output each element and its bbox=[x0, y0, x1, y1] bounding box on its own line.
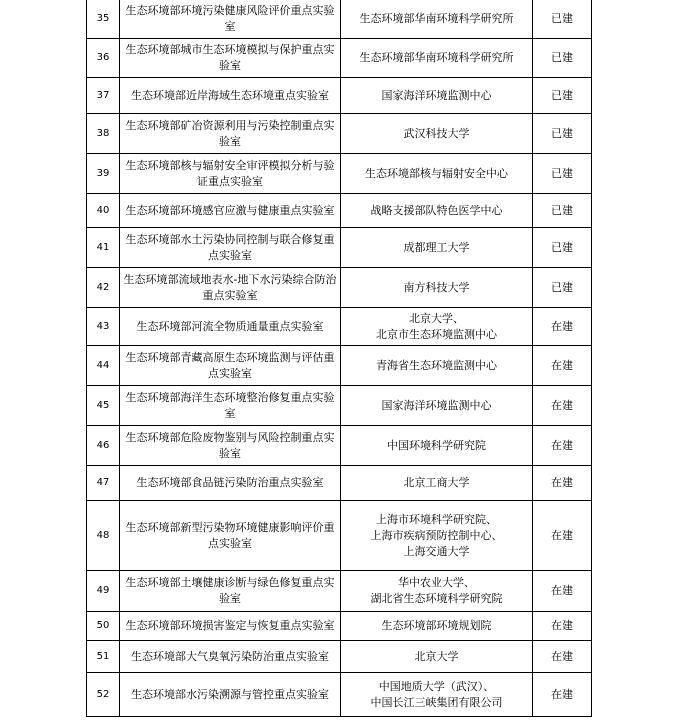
host-institution-cell: 青海省生态环境监测中心 bbox=[341, 346, 533, 386]
laboratory-name-cell: 生态环境部危险废物鉴别与风险控制重点实验室 bbox=[120, 426, 341, 466]
row-number-cell: 49 bbox=[87, 571, 120, 612]
host-institution-cell: 成都理工大学 bbox=[341, 228, 533, 268]
row-number-cell: 43 bbox=[87, 308, 120, 346]
row-number-cell: 48 bbox=[87, 501, 120, 571]
table-row bbox=[87, 346, 592, 386]
laboratory-name-cell: 生态环境部近岸海域生态环境重点实验室 bbox=[120, 78, 341, 114]
construction-status-cell: 已建 bbox=[533, 39, 592, 78]
construction-status-cell: 已建 bbox=[533, 268, 592, 308]
table-row bbox=[87, 466, 592, 501]
table-row bbox=[87, 268, 592, 308]
row-number-cell: 38 bbox=[87, 114, 120, 154]
host-institution-cell: 中国环境科学研究院 bbox=[341, 426, 533, 466]
construction-status-cell: 已建 bbox=[533, 228, 592, 268]
construction-status-cell: 在建 bbox=[533, 641, 592, 673]
host-institution-cell: 生态环境部核与辐射安全中心 bbox=[341, 154, 533, 194]
laboratory-name-cell: 生态环境部环境污染健康风险评价重点实验室 bbox=[120, 0, 341, 39]
row-number-cell: 50 bbox=[87, 612, 120, 641]
laboratory-name-cell: 生态环境部青藏高原生态环境监测与评估重点实验室 bbox=[120, 346, 341, 386]
row-number-cell: 45 bbox=[87, 386, 120, 426]
table-body bbox=[87, 0, 592, 717]
host-institution-cell: 北京大学、 北京市生态环境监测中心 bbox=[341, 308, 533, 346]
table-row bbox=[87, 194, 592, 228]
laboratory-name-cell: 生态环境部环境损害鉴定与恢复重点实验室 bbox=[120, 612, 341, 641]
construction-status-cell: 在建 bbox=[533, 346, 592, 386]
construction-status-cell: 在建 bbox=[533, 673, 592, 717]
host-institution-cell: 武汉科技大学 bbox=[341, 114, 533, 154]
construction-status-cell: 已建 bbox=[533, 194, 592, 228]
table-row bbox=[87, 78, 592, 114]
row-number-cell: 37 bbox=[87, 78, 120, 114]
row-number-cell: 35 bbox=[87, 0, 120, 39]
laboratory-name-cell: 生态环境部流域地表水-地下水污染综合防治重点实验室 bbox=[120, 268, 341, 308]
laboratory-name-cell: 生态环境部城市生态环境模拟与保护重点实验室 bbox=[120, 39, 341, 78]
laboratory-name-cell: 生态环境部土壤健康诊断与绿色修复重点实验室 bbox=[120, 571, 341, 612]
host-institution-cell: 中国地质大学（武汉）、 中国长江三峡集团有限公司 bbox=[341, 673, 533, 717]
construction-status-cell: 已建 bbox=[533, 78, 592, 114]
laboratory-name-cell: 生态环境部矿冶资源利用与污染控制重点实验室 bbox=[120, 114, 341, 154]
row-number-cell: 51 bbox=[87, 641, 120, 673]
laboratory-name-cell: 生态环境部核与辐射安全审评模拟分析与验证重点实验室 bbox=[120, 154, 341, 194]
construction-status-cell: 在建 bbox=[533, 426, 592, 466]
table-row bbox=[87, 114, 592, 154]
table-row bbox=[87, 308, 592, 346]
host-institution-cell: 生态环境部华南环境科学研究所 bbox=[341, 0, 533, 39]
row-number-cell: 40 bbox=[87, 194, 120, 228]
table-row bbox=[87, 39, 592, 78]
host-institution-cell: 生态环境部环境规划院 bbox=[341, 612, 533, 641]
row-number-cell: 46 bbox=[87, 426, 120, 466]
laboratory-name-cell: 生态环境部环境感官应激与健康重点实验室 bbox=[120, 194, 341, 228]
host-institution-cell: 南方科技大学 bbox=[341, 268, 533, 308]
laboratory-name-cell: 生态环境部河流全物质通量重点实验室 bbox=[120, 308, 341, 346]
laboratory-name-cell: 生态环境部食品链污染防治重点实验室 bbox=[120, 466, 341, 501]
table-row bbox=[87, 154, 592, 194]
row-number-cell: 39 bbox=[87, 154, 120, 194]
table-row bbox=[87, 228, 592, 268]
host-institution-cell: 生态环境部华南环境科学研究所 bbox=[341, 39, 533, 78]
host-institution-cell: 战略支援部队特色医学中心 bbox=[341, 194, 533, 228]
laboratory-name-cell: 生态环境部新型污染物环境健康影响评价重点实验室 bbox=[120, 501, 341, 571]
host-institution-cell: 华中农业大学、 湖北省生态环境科学研究院 bbox=[341, 571, 533, 612]
table-row bbox=[87, 641, 592, 673]
table-row bbox=[87, 612, 592, 641]
host-institution-cell: 北京大学 bbox=[341, 641, 533, 673]
key-laboratory-table bbox=[86, 0, 592, 717]
laboratory-name-cell: 生态环境部水土污染协同控制与联合修复重点实验室 bbox=[120, 228, 341, 268]
construction-status-cell: 已建 bbox=[533, 114, 592, 154]
host-institution-cell: 上海市环境科学研究院、 上海市疾病预防控制中心、 上海交通大学 bbox=[341, 501, 533, 571]
laboratory-name-cell: 生态环境部水污染溯源与管控重点实验室 bbox=[120, 673, 341, 717]
lab-list-sheet bbox=[86, 0, 591, 717]
construction-status-cell: 在建 bbox=[533, 386, 592, 426]
table-row bbox=[87, 386, 592, 426]
row-number-cell: 42 bbox=[87, 268, 120, 308]
construction-status-cell: 已建 bbox=[533, 0, 592, 39]
laboratory-name-cell: 生态环境部海洋生态环境整治修复重点实验室 bbox=[120, 386, 341, 426]
row-number-cell: 52 bbox=[87, 673, 120, 717]
table-row bbox=[87, 426, 592, 466]
row-number-cell: 47 bbox=[87, 466, 120, 501]
laboratory-name-cell: 生态环境部大气臭氧污染防治重点实验室 bbox=[120, 641, 341, 673]
construction-status-cell: 已建 bbox=[533, 154, 592, 194]
row-number-cell: 41 bbox=[87, 228, 120, 268]
table-row bbox=[87, 571, 592, 612]
table-row bbox=[87, 501, 592, 571]
table-row bbox=[87, 0, 592, 39]
table-row bbox=[87, 673, 592, 717]
construction-status-cell: 在建 bbox=[533, 501, 592, 571]
host-institution-cell: 国家海洋环境监测中心 bbox=[341, 78, 533, 114]
construction-status-cell: 在建 bbox=[533, 466, 592, 501]
construction-status-cell: 在建 bbox=[533, 571, 592, 612]
row-number-cell: 44 bbox=[87, 346, 120, 386]
host-institution-cell: 国家海洋环境监测中心 bbox=[341, 386, 533, 426]
construction-status-cell: 在建 bbox=[533, 308, 592, 346]
row-number-cell: 36 bbox=[87, 39, 120, 78]
construction-status-cell: 在建 bbox=[533, 612, 592, 641]
host-institution-cell: 北京工商大学 bbox=[341, 466, 533, 501]
